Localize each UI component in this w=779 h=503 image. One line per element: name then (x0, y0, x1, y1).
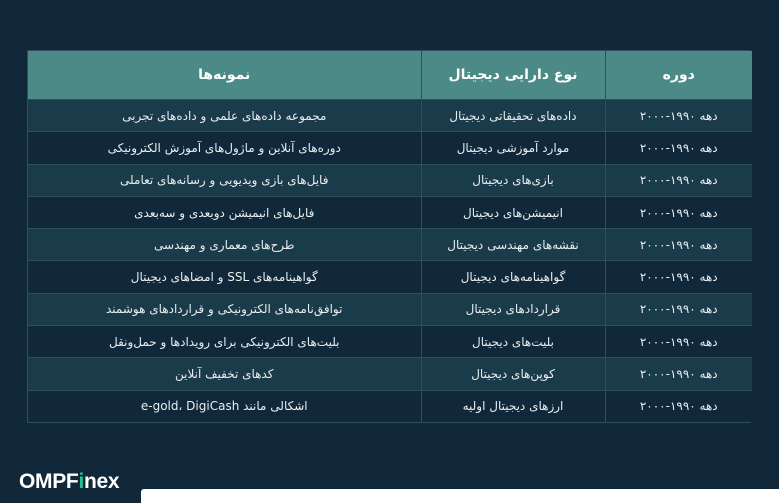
digital-assets-table-container (27, 50, 751, 423)
cell-period: دهه ۱۹۹۰-۲۰۰۰ (605, 390, 752, 422)
cell-period: دهه ۱۹۹۰-۲۰۰۰ (605, 100, 752, 132)
cell-asset-type: کوپن‌های دیجیتال (421, 358, 605, 390)
cell-asset-type: بازی‌های دیجیتال (421, 164, 605, 196)
cell-examples: دوره‌های آنلاین و ماژول‌های آموزش الکترونیکی (28, 132, 421, 164)
cell-asset-type: انیمیشن‌های دیجیتال (421, 196, 605, 228)
cell-asset-type: موارد آموزشی دیجیتال (421, 132, 605, 164)
cell-period: دهه ۱۹۹۰-۲۰۰۰ (605, 293, 752, 325)
table-row (28, 293, 752, 325)
header-asset-type: نوع دارایی دیجیتال (421, 51, 605, 100)
bottom-white-bar (141, 489, 779, 503)
table-header-row (28, 51, 752, 100)
header-examples: نمونه‌ها (28, 51, 421, 100)
table-row (28, 100, 752, 132)
cell-period: دهه ۱۹۹۰-۲۰۰۰ (605, 261, 752, 293)
table-row (28, 196, 752, 228)
table-row (28, 132, 752, 164)
cell-asset-type: نقشه‌های مهندسی دیجیتال (421, 229, 605, 261)
cell-asset-type: بلیت‌های دیجیتال (421, 326, 605, 358)
table-row (28, 326, 752, 358)
cell-examples: مجموعه داده‌های علمی و داده‌های تجربی (28, 100, 421, 132)
cell-period: دهه ۱۹۹۰-۲۰۰۰ (605, 164, 752, 196)
table-row (28, 164, 752, 196)
cell-examples: بلیت‌های الکترونیکی برای رویدادها و حمل‌ونقل (28, 326, 421, 358)
table-row (28, 229, 752, 261)
cell-examples: فایل‌های بازی ویدیویی و رسانه‌های تعاملی (28, 164, 421, 196)
ompfinex-logo (19, 470, 119, 494)
cell-examples: گواهینامه‌های SSL و امضاهای دیجیتال (28, 261, 421, 293)
cell-period: دهه ۱۹۹۰-۲۰۰۰ (605, 229, 752, 261)
logo-accent: i (78, 470, 85, 493)
cell-examples: اشکالی مانند e-gold، DigiCash (28, 390, 421, 422)
cell-examples: فایل‌های انیمیشن دوبعدی و سه‌بعدی (28, 196, 421, 228)
table-row (28, 358, 752, 390)
logo-suffix: nex (84, 470, 120, 493)
cell-period: دهه ۱۹۹۰-۲۰۰۰ (605, 132, 752, 164)
cell-asset-type: قراردادهای دیجیتال (421, 293, 605, 325)
cell-examples: کدهای تخفیف آنلاین (28, 358, 421, 390)
cell-period: دهه ۱۹۹۰-۲۰۰۰ (605, 326, 752, 358)
cell-period: دهه ۱۹۹۰-۲۰۰۰ (605, 358, 752, 390)
cell-asset-type: گواهینامه‌های دیجیتال (421, 261, 605, 293)
cell-asset-type: ارزهای دیجیتال اولیه (421, 390, 605, 422)
cell-examples: طرح‌های معماری و مهندسی (28, 229, 421, 261)
logo-prefix: OMPF (19, 470, 79, 493)
table-row (28, 390, 752, 422)
cell-asset-type: داده‌های تحقیقاتی دیجیتال (421, 100, 605, 132)
header-period: دوره (605, 51, 752, 100)
cell-examples: توافق‌نامه‌های الکترونیکی و قراردادهای هوشمند (28, 293, 421, 325)
table-row (28, 261, 752, 293)
cell-period: دهه ۱۹۹۰-۲۰۰۰ (605, 196, 752, 228)
digital-assets-table (28, 51, 752, 422)
